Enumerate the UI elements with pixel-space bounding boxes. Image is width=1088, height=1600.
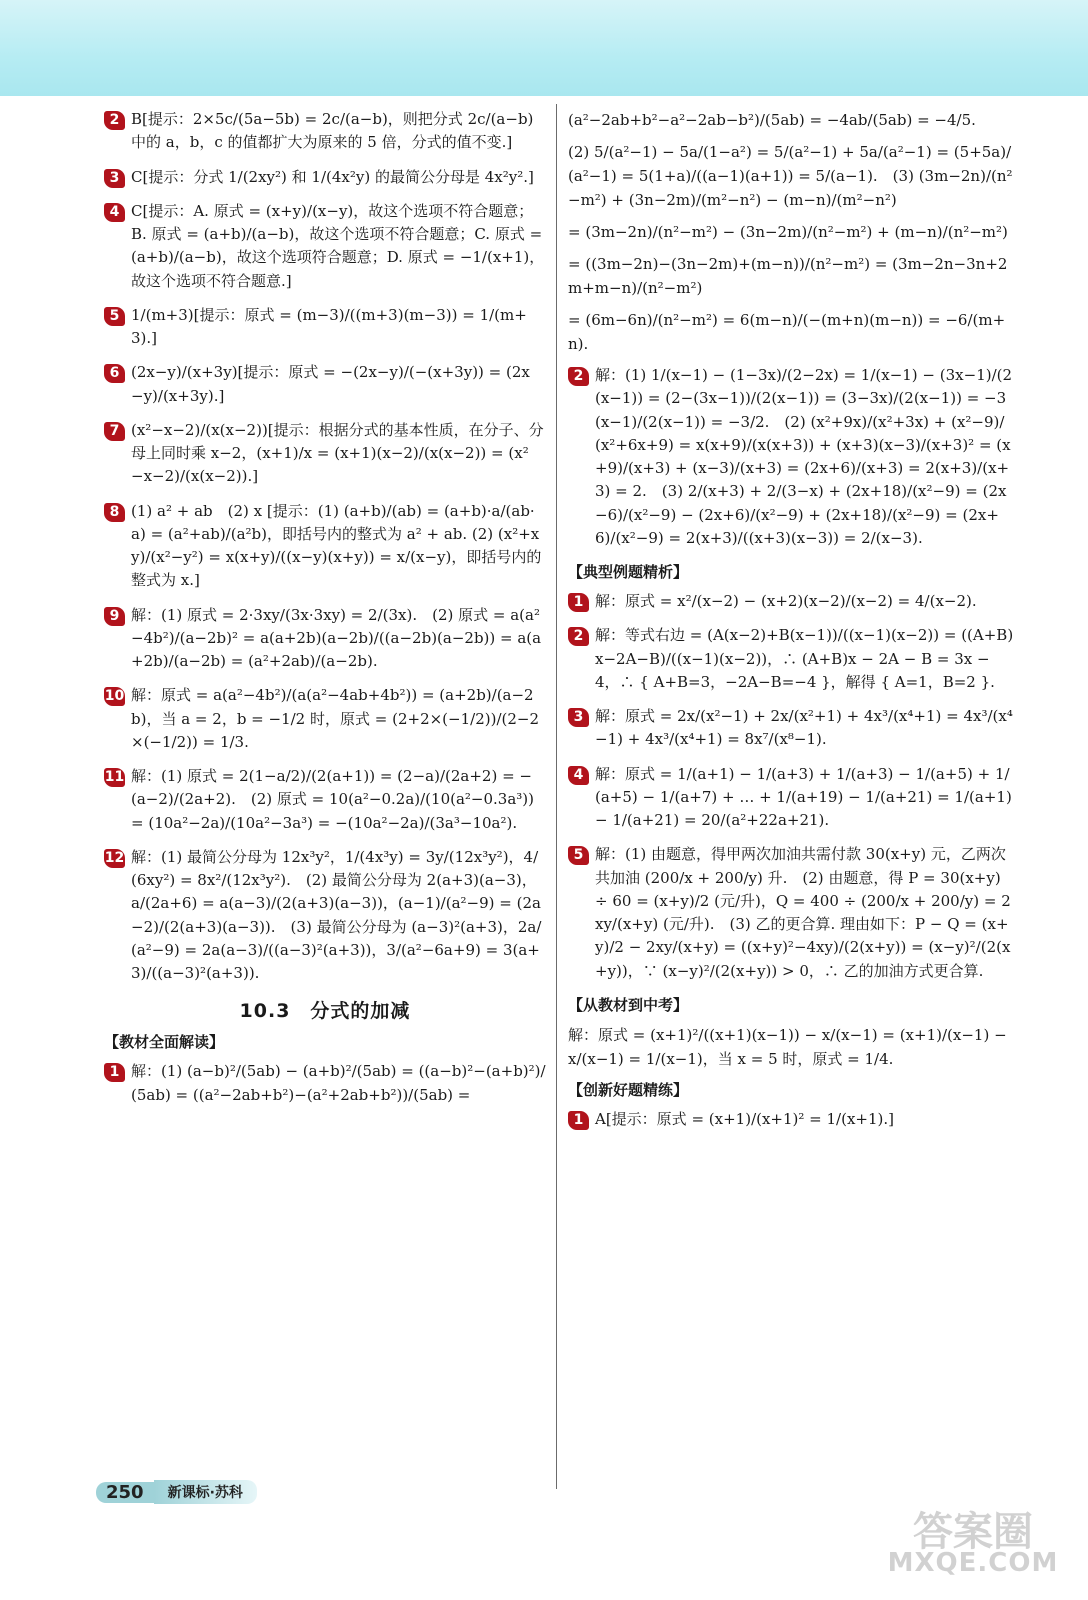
answer-item — [568, 843, 1016, 983]
item-number-badge: 2 — [104, 111, 125, 130]
continued-line: (a²−2ab+b²−a²−2ab−b²)/(5ab) = −4ab/(5ab) = −4/5. — [568, 111, 976, 129]
answer-item — [104, 500, 546, 593]
subhead-examples: 【典型例题精析】 — [568, 563, 689, 581]
item-number-badge: 1 — [104, 1063, 125, 1082]
continued-line: = ((3m−2n)−(3n−2m)+(m−n))/(n²−m²) = (3m−2n−3n+2m+m−n)/(n²−m²) — [568, 255, 1008, 297]
item-number-badge: 3 — [104, 169, 125, 188]
answer-text: 解：原式 = 2x/(x²−1) + 2x/(x²+1) + 4x³/(x⁴+1) = 4x³/(x⁴−1) + 4x³/(x⁴+1) = 8x⁷/(x⁸−1). — [595, 707, 1013, 749]
answer-item — [104, 304, 546, 351]
right-column — [568, 108, 1016, 1142]
watermark-text-en: MXQE.COM — [887, 1548, 1059, 1578]
item-number-badge: 8 — [104, 503, 125, 522]
answer-item — [104, 846, 546, 986]
page-footer — [96, 1480, 257, 1504]
item-number-badge: 12 — [104, 849, 125, 866]
left-column — [104, 108, 546, 1118]
answer-item — [104, 1060, 546, 1107]
answer-item — [104, 419, 546, 489]
answer-item — [104, 361, 546, 408]
answer-item — [104, 684, 546, 754]
continued-line: = (6m−6n)/(n²−m²) = 6(m−n)/(−(m+n)(m−n)) = −6/(m+n). — [568, 311, 1006, 353]
answer-text: C[提示：A. 原式 = (x+y)/(x−y)，故这个选项不符合题意；B. 原式 = (a+b)/(a−b)，故这个选项不符合题意；C. 原式 = (a+b)/(a−b)，故这个选项符合题意；D. 原式 = −1/(x+1)，故这个选项不符合题意.] — [131, 201, 547, 290]
answer-item — [568, 364, 1016, 550]
answer-text: (2x−y)/(x+3y)[提示：原式 = −(2x−y)/(−(x+3y)) = (2x−y)/(x+3y).] — [131, 363, 530, 405]
answer-item — [568, 624, 1016, 694]
item-number-badge: 10 — [104, 688, 125, 705]
header-band — [0, 0, 1088, 96]
answer-item — [568, 763, 1016, 833]
subhead-practice: 【创新好题精练】 — [568, 1080, 689, 1099]
item-number-badge: 1 — [568, 593, 589, 612]
answer-text: B[提示：2×5c/(5a−5b) = 2c/(a−b)，则把分式 2c/(a−b) 中的 a，b，c 的值都扩大为原来的 5 倍，分式的值不变.] — [131, 110, 539, 152]
answer-item — [104, 604, 546, 674]
answer-item — [104, 166, 546, 189]
answer-item — [104, 108, 546, 155]
answer-text: 解：原式 = a(a²−4b²)/(a(a²−4ab+4b²)) = (a+2b)/(a−2b)，当 a = 2，b = −1/2 时，原式 = (2+2×(−1/2))/(2−2×(−1/2)) = 1/3. — [131, 686, 540, 751]
answer-text: 解：(1) 1/(x−1) − (1−3x)/(2−2x) = 1/(x−1) − (3x−1)/(2(x−1)) = (2−(3x−1))/(2(x−1)) = (3−3x)/(2(x−1)) = −3(x−1)/(2(x−1)) = −3/2. (2) (x²+9x)/(x²+3x) + (x²−9)/(x²+6x+9) = x(x+9)/(x(x+3)) + (x+3)(x−3)/(x+3)² = (x+9)/(x+3) + (x−3)/(x+3) = (2x+6)/(x+3) = 2(x+3)/(x+3) = 2. (3) 2/(x+3) + 2/(3−x) + (2x+18)/(x²−9) = (2x−6)/(x²−9) − (2x+6)/(x²−9) + (2x+18)/(x²−9) = (2x+6)/(x²−9) = 2(x+3)/((x+3)(x−3)) = 2/(x−3). — [595, 366, 1013, 547]
item-number-badge: 1 — [568, 1111, 589, 1130]
item-number-badge: 4 — [568, 766, 589, 785]
section-title: 10.3 分式的加减 — [239, 1000, 411, 1023]
answer-text: 解：(1) 原式 = 2·3xy/(3x·3xy) = 2/(3x). (2) 原式 = a(a²−4b²)/(a−2b)² = a(a+2b)(a−2b)/((a−2b)(a−2b)) = a(a+2b)/(a−2b) = (a²+2ab)/(a−2b). — [131, 605, 542, 670]
page-number: 250 — [96, 1482, 154, 1503]
answer-text: 1/(m+3)[提示：原式 = (m−3)/((m+3)(m−3)) = 1/(m+3).] — [131, 305, 527, 347]
item-number-badge: 11 — [104, 769, 125, 785]
answer-text: 解：(1) 由题意，得甲两次加油共需付款 30(x+y) 元，乙两次共加油 (200/x + 200/y) 升. (2) 由题意，得 P = 30(x+y) ÷ 60 = (x+y)/2 (元/升)，Q = 400 ÷ (200/x + 200/y) = 2xy/(x+y) (元/升). (3) 乙的更合算. 理由如下：P − Q = (x+y)/2 − 2xy/(x+y) = ((x+y)²−4xy)/(2(x+y)) = (x−y)²/(2(x+y))，∵ (x−y)²/(2(x+y)) > 0，∴ 乙的加油方式更合算. — [595, 845, 1011, 980]
answer-item — [568, 705, 1016, 752]
item-number-badge: 3 — [568, 708, 589, 727]
item-number-badge: 5 — [104, 307, 125, 326]
answer-item — [104, 200, 546, 293]
answer-text: (1) a² + ab (2) x [提示：(1) (a+b)/(ab) = (a+b)·a/(ab·a) = (a²+ab)/(a²b)，即括号内的整式为 a² + ab. (2) (x²+xy)/(x²−y²) = x(x+y)/((x−y)(x+y)) = x/(x−y)，即括号内的整式为 x.] — [131, 501, 542, 590]
answer-text: 解：原式 = 1/(a+1) − 1/(a+3) + 1/(a+3) − 1/(a+5) + 1/(a+5) − 1/(a+7) + … + 1/(a+19) − 1/(a+21) = 1/(a+1) − 1/(a+21) = 20/(a²+22a+21). — [595, 764, 1017, 829]
answer-text: 解：(1) 最简公分母为 12x³y²，1/(4x³y) = 3y/(12x³y²)，4/(6xy²) = 8x²/(12x³y²). (2) 最简公分母为 2(a+3)(a−3)，a/(2a+6) = a(a−3)/(2(a+3)(a−3))，(a−1)/(a²−9) = (2a−2)/(2(a+3)(a−3)). (3) 最简公分母为 (a−3)²(a+3)，2a/(a²−9) = 2a(a−3)/((a−3)²(a+3))，3/(a²−6a+9) = 3(a+3)/((a−3)²(a+3)). — [131, 847, 542, 982]
item-number-badge: 2 — [568, 367, 589, 386]
answer-text: 解：等式右边 = (A(x−2)+B(x−1))/((x−1)(x−2)) = ((A+B)x−2A−B)/((x−1)(x−2))，∴ (A+B)x − 2A − B = 3x − 4，∴ { A+B=3，−2A−B=−4 }，解得 { A=1，B=2 }. — [595, 626, 1014, 691]
answer-item — [568, 1108, 1016, 1131]
answer-text: 解：原式 = x²/(x−2) − (x+2)(x−2)/(x−2) = 4/(x−2). — [595, 592, 977, 610]
answer-text: 解：(1) 原式 = 2(1−a/2)/(2(a+1)) = (2−a)/(2a+2) = −(a−2)/(2a+2). (2) 原式 = 10(a²−0.2a)/(10(a²−0.3a³)) = (10a²−2a)/(10a²−3a³) = −(10a²−2a)/(3a³−10a²). — [131, 767, 539, 832]
subhead-exam: 【从教材到中考】 — [568, 995, 689, 1014]
item-number-badge: 2 — [568, 627, 589, 646]
subhead-textbook: 【教材全面解读】 — [104, 1033, 225, 1052]
answer-text: (x²−x−2)/(x(x−2))[提示：根据分式的基本性质，在分子、分母上同时乘 x−2，(x+1)/x = (x+1)(x−2)/(x(x−2)) = (x²−x−2)/(x(x−2)).] — [131, 420, 544, 486]
item-number-badge: 4 — [104, 203, 125, 222]
answer-item — [568, 590, 1016, 613]
answer-text: 解：(1) (a−b)²/(5ab) − (a+b)²/(5ab) = ((a−b)²−(a+b)²)/(5ab) = ((a²−2ab+b²)−(a²+2ab+b²))/(5ab) = — [131, 1062, 546, 1104]
column-divider — [556, 104, 557, 1489]
series-label: 新课标·苏科 — [154, 1480, 257, 1504]
item-number-badge: 7 — [104, 422, 125, 441]
continued-line: = (3m−2n)/(n²−m²) − (3n−2m)/(n²−m²) + (m−n)/(n²−m²) — [568, 223, 1008, 241]
watermark-text-cn: 答案圈 — [913, 1509, 1033, 1555]
item-number-badge: 6 — [104, 364, 125, 383]
continued-line: (2) 5/(a²−1) − 5a/(1−a²) = 5/(a²−1) + 5a/(a²−1) = (5+5a)/(a²−1) = 5(1+a)/((a−1)(a+1)) = 5/(a−1). (3) (3m−2n)/(n²−m²) + (3n−2m)/(m²−n²) − (m−n)/(m²−n²) — [568, 143, 1013, 209]
answer-text: C[提示：分式 1/(2xy²) 和 1/(4x²y) 的最简公分母是 4x²y².] — [131, 167, 534, 186]
item-number-badge: 5 — [568, 846, 589, 865]
exam-answer-text: 解：原式 = (x+1)²/((x+1)(x−1)) − x/(x−1) = (x+1)/(x−1) − x/(x−1) = 1/(x−1)，当 x = 5 时，原式 = 1/4. — [568, 1025, 1012, 1068]
answer-text: A[提示：原式 = (x+1)/(x+1)² = 1/(x+1).] — [595, 1109, 895, 1128]
watermark-logo — [884, 1500, 1062, 1586]
answer-item — [104, 765, 546, 835]
item-number-badge: 9 — [104, 607, 125, 626]
